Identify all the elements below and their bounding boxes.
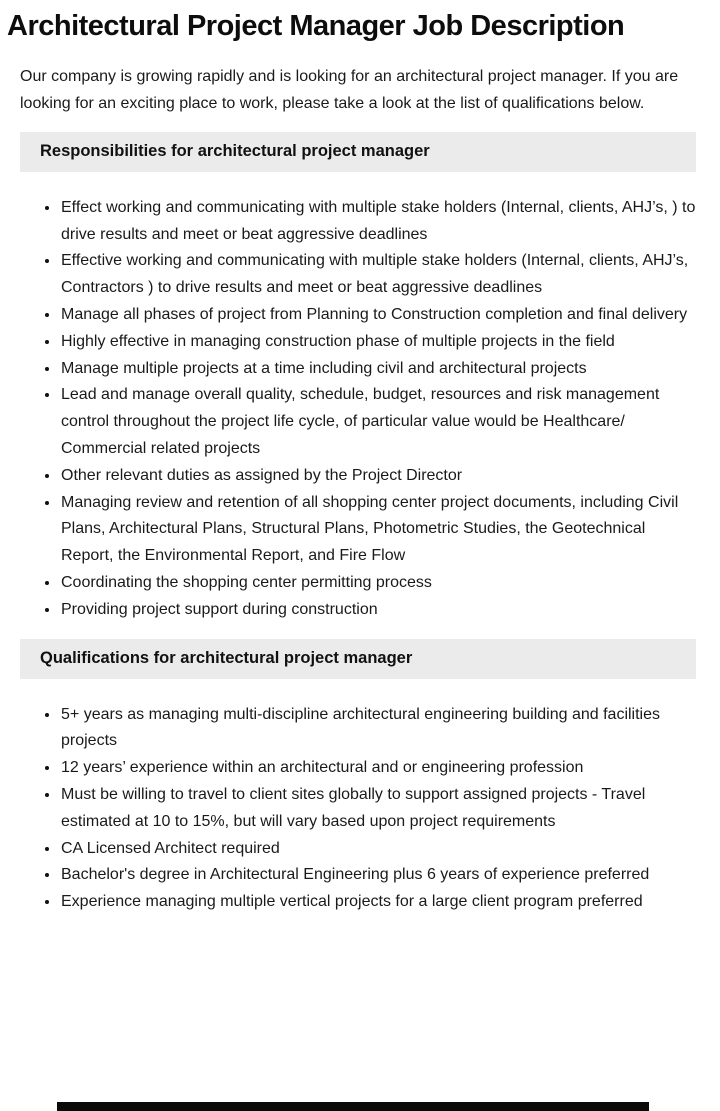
qualifications-list	[20, 702, 696, 916]
responsibilities-section	[0, 132, 720, 624]
responsibility-item: • Coordinating the shopping center permitting process	[60, 570, 696, 597]
responsibility-item: • Other relevant duties as assigned by the Project Director	[60, 463, 696, 490]
page-title: Architectural Project Manager Job Description	[7, 10, 625, 42]
qualification-item: • Must be willing to travel to client sites globally to support assigned projects - Travel estimated at 10 to 15%, but will vary based upon project requirements	[60, 782, 696, 836]
intro-paragraph: Our company is growing rapidly and is looking for an architectural project manager. If you are looking for an exciting place to work, please take a look at the list of qualifications below.	[20, 67, 679, 112]
responsibility-item: • Lead and manage overall quality, schedule, budget, resources and risk management control throughout the project life cycle, of particular value would be Healthcare/ Commercial related projects	[60, 382, 696, 462]
responsibility-item: • Effect working and communicating with multiple stake holders (Internal, clients, AHJ’s, ) to drive results and meet or beat aggressive deadlines	[60, 195, 696, 249]
responsibility-item: • Providing project support during construction	[60, 597, 696, 624]
responsibilities-list	[20, 195, 696, 624]
responsibility-item: • Manage all phases of project from Planning to Construction completion and final delivery	[60, 302, 696, 329]
responsibility-item: • Managing review and retention of all shopping center project documents, including Civil Plans, Architectural Plans, Structural Plans, Photometric Studies, the Geotechnical Report, the Environmental Report, and Fire Flow	[60, 490, 696, 570]
responsibility-item: • Effective working and communicating with multiple stake holders (Internal, clients, AHJ’s, Contractors ) to drive results and meet or beat aggressive deadlines	[60, 248, 696, 302]
responsibilities-heading: Responsibilities for architectural project manager	[20, 132, 696, 172]
responsibility-item: • Highly effective in managing construction phase of multiple projects in the field	[60, 329, 696, 356]
qualifications-heading: Qualifications for architectural project manager	[20, 639, 696, 679]
qualification-item: • 5+ years as managing multi-discipline architectural engineering building and facilities projects	[60, 702, 696, 756]
qualification-item: • Experience managing multiple vertical projects for a large client program preferred	[60, 889, 696, 916]
qualifications-section	[0, 639, 720, 916]
qualification-item: • 12 years’ experience within an architectural and or engineering profession	[60, 755, 696, 782]
responsibility-item: • Manage multiple projects at a time including civil and architectural projects	[60, 356, 696, 383]
qualification-item: • CA Licensed Architect required	[60, 836, 696, 863]
footer-bar	[57, 1102, 649, 1111]
qualification-item: • Bachelor's degree in Architectural Engineering plus 6 years of experience preferred	[60, 862, 696, 889]
